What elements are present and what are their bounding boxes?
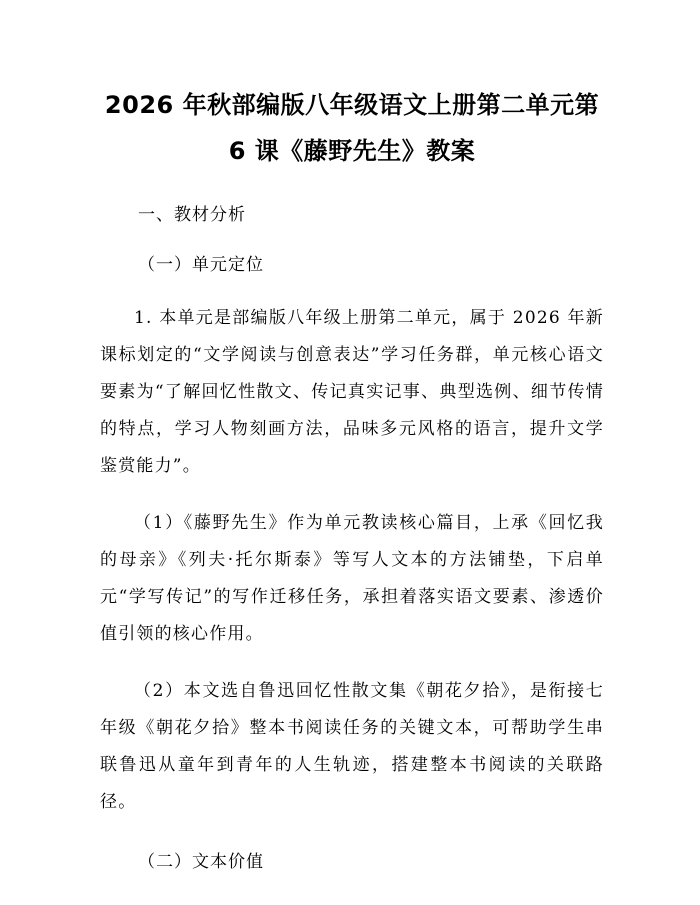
paragraph-text-source: （2）本文选自鲁迅回忆性散文集《朝花夕拾》，是衔接七年级《朝花夕拾》整本书阅读任务的关键文本，可帮助学生串联鲁迅从童年到青年的人生轨迹，搭建整本书阅读的关联路径。 [100, 681, 604, 812]
subsection-heading-unit-positioning: （一）单元定位 [138, 255, 264, 275]
subsection-heading-text-value: （二）文本价值 [138, 852, 264, 872]
section-heading-teaching-material-analysis: 一、教材分析 [138, 205, 246, 225]
title-line-2: 6 课《藤野先生》教案 [228, 137, 476, 165]
title-line-1: 2026 年秋部编版八年级语文上册第二单元第 [104, 91, 600, 119]
paragraph-core-text-role: （1）《藤野先生》作为单元教读核心篇目，上承《回忆我的母亲》《列夫·托尔斯泰》等写人文本的方法铺垫，下启单元“学写传记”的写作迁移任务，承担着落实语文要素、渗透价值引领的核心作用。 [100, 513, 604, 644]
paragraph-unit-overview: 1. 本单元是部编版八年级上册第二单元，属于 2026 年新课标划定的“文学阅读与创意表达”学习任务群，单元核心语文要素为“了解回忆性散文、传记真实记事、典型选例、细节传情的特点，学习人物刻画方法，品味多元风格的语言，提升文学鉴赏能力”。 [100, 308, 604, 476]
page-title [100, 82, 604, 174]
